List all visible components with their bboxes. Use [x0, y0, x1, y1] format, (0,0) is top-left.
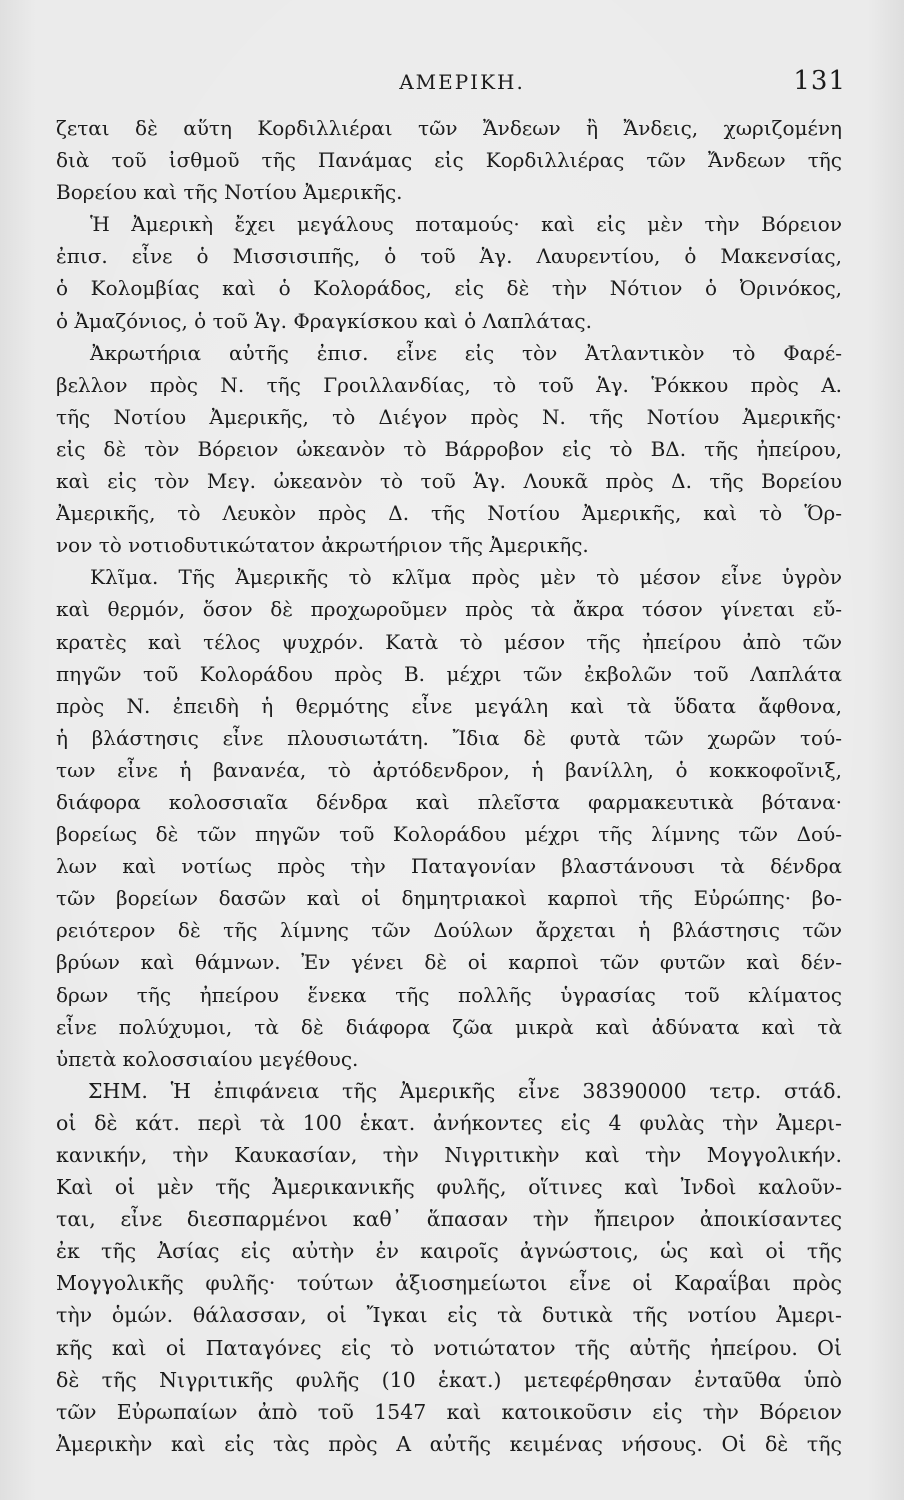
text-line: Ἀμερικῆς, τὸ Λευκὸν πρὸς Δ. τῆς Νοτίου Ἀμερικῆς, καὶ τὸ Ὅρ-: [56, 501, 842, 526]
text-line: κρατὲς καὶ τέλος ψυχρόν. Κατὰ τὸ μέσον τῆς ἠπείρου ἀπὸ τῶν: [56, 629, 842, 654]
note-line: ἐκ τῆς Ἀσίας εἰς αὐτὴν ἐν καιροῖς ἀγνώστοις, ὡς καὶ οἱ τῆς: [56, 1239, 842, 1264]
text-line: καὶ θερμόν, ὅσον δὲ προχωροῦμεν πρὸς τὰ ἄκρα τόσον γίνεται εὔ-: [56, 597, 842, 622]
text-line: ἡ βλάστησις εἶνε πλουσιωτάτη. Ἴδια δὲ φυτὰ τῶν χωρῶν τού-: [56, 725, 842, 750]
text-line: πηγῶν τοῦ Κολοράδου πρὸς Β. μέχρι τῶν ἐκβολῶν τοῦ Λαπλάτα: [56, 661, 842, 686]
text-line: ὁ Ἀμαζόνιος, ὁ τοῦ Ἁγ. Φραγκίσκου καὶ ὁ Λαπλάτας.: [56, 308, 592, 333]
text-line: Ἡ Ἀμερικὴ ἔχει μεγάλους ποταμούς· καὶ εἰς μὲν τὴν Βόρειον: [90, 212, 842, 237]
note-line: τῶν Εὐρωπαίων ἀπὸ τοῦ 1547 καὶ κατοικοῦσιν εἰς τὴν Βόρειον: [56, 1399, 842, 1424]
text-line: δρων τῆς ἠπείρου ἕνεκα τῆς πολλῆς ὑγρασίας τοῦ κλίματος: [56, 982, 842, 1007]
text-line: εἰς δὲ τὸν Βόρειον ὠκεανὸν τὸ Βάρροβον εἰς τὸ ΒΔ. τῆς ἠπείρου,: [56, 436, 842, 461]
page-header: [52, 64, 872, 104]
note-line: κανικήν, τὴν Καυκασίαν, τὴν Νιγριτικὴν καὶ τὴν Μογγολικήν.: [56, 1143, 842, 1167]
text-line: ὁ Κολομβίας καὶ ὁ Κολοράδος, εἰς δὲ τὴν Νότιον ὁ Ὀρινόκος,: [56, 276, 842, 301]
text-line: ὑπετὰ κολοσσιαίου μεγέθους.: [56, 1046, 359, 1071]
text-line: βρύων καὶ θάμνων. Ἐν γένει δὲ οἱ καρποὶ τῶν φυτῶν καὶ δέν-: [56, 950, 842, 975]
note-line: ΣΗΜ. Ἡ ἐπιφάνεια τῆς Ἀμερικῆς εἶνε 38390000 τετρ. στάδ.: [88, 1078, 842, 1103]
note-line: οἱ δὲ κάτ. περὶ τὰ 100 ἑκατ. ἀνήκοντες εἰς 4 φυλὰς τὴν Ἀμερι-: [56, 1110, 842, 1135]
note-line: δὲ τῆς Νιγριτικῆς φυλῆς (10 ἑκατ.) μετεφέρθησαν ἐνταῦθα ὑπὸ: [56, 1367, 842, 1392]
text-line: λων καὶ νοτίως πρὸς τὴν Παταγονίαν βλαστάνουσι τὰ δένδρα: [56, 854, 842, 879]
text-line: Κλῖμα. Τῆς Ἀμερικῆς τὸ κλῖμα πρὸς μὲν τὸ μέσον εἶνε ὑγρὸν: [90, 565, 842, 590]
text-line: διὰ τοῦ ἰσθμοῦ τῆς Πανάμας εἰς Κορδιλλιέρας τῶν Ἄνδεων τῆς: [56, 148, 842, 173]
text-line: ρειότερον δὲ τῆς λίμνης τῶν Δούλων ἄρχεται ἡ βλάστησις τῶν: [56, 918, 842, 943]
note-line: Ἀμερικὴν καὶ εἰς τὰς πρὸς Α αὐτῆς κειμένας νήσους. Οἱ δὲ τῆς: [56, 1431, 842, 1456]
text-line: τῶν βορείων δασῶν καὶ οἱ δημητριακοὶ καρποὶ τῆς Εὐρώπης· βο-: [56, 886, 842, 911]
text-line: των εἶνε ἡ βανανέα, τὸ ἀρτόδενδρον, ἡ βανίλλη, ὁ κοκκοφοῖνιξ,: [56, 757, 842, 782]
note-line: κῆς καὶ οἱ Παταγόνες εἰς τὸ νοτιώτατον τῆς αὐτῆς ἠπείρου. Οἱ: [56, 1335, 842, 1360]
page-body: [56, 112, 842, 1460]
note-line: Μογγολικῆς φυλῆς· τούτων ἀξιοσημείωτοι εἶνε οἱ Καραΐβαι πρὸς: [56, 1271, 842, 1296]
text-line: βορείως δὲ τῶν πηγῶν τοῦ Κολοράδου μέχρι τῆς λίμνης τῶν Δού-: [56, 822, 842, 847]
text-line: πρὸς Ν. ἐπειδὴ ἡ θερμότης εἶνε μεγάλη καὶ τὰ ὕδατα ἄφθονα,: [56, 693, 842, 718]
text-line: εἶνε πολύχυμοι, τὰ δὲ διάφορα ζῶα μικρὰ καὶ ἀδύνατα καὶ τὰ: [56, 1014, 842, 1039]
note-line: τὴν ὁμών. θάλασσαν, οἱ Ἴγκαι εἰς τὰ δυτικὰ τῆς νοτίου Ἀμερι-: [56, 1303, 842, 1328]
page-number: 131: [793, 66, 846, 96]
text-line: τῆς Νοτίου Ἀμερικῆς, τὸ Διέγον πρὸς Ν. τῆς Νοτίου Ἀμερικῆς·: [56, 404, 842, 429]
text-line: διάφορα κολοσσιαῖα δένδρα καὶ πλεῖστα φαρμακευτικὰ βότανα·: [56, 789, 842, 814]
running-title: ΑΜΕΡΙΚΗ.: [399, 70, 525, 94]
text-line: βελλον πρὸς Ν. τῆς Γροιλλανδίας, τὸ τοῦ Ἁγ. Ῥόκκου πρὸς Α.: [56, 372, 842, 397]
text-line: ἐπισ. εἶνε ὁ Μισσισιπῆς, ὁ τοῦ Ἁγ. Λαυρεντίου, ὁ Μακενσίας,: [56, 244, 842, 269]
text-line: ζεται δὲ αὕτη Κορδιλλιέραι τῶν Ἄνδεων ἢ Ἄνδεις, χωριζομένη: [56, 116, 842, 140]
text-line: Βορείου καὶ τῆς Νοτίου Ἀμερικῆς.: [56, 180, 403, 205]
text-line: νον τὸ νοτιοδυτικώτατον ἀκρωτήριον τῆς Ἀμερικῆς.: [56, 533, 589, 558]
text-line: καὶ εἰς τὸν Μεγ. ὠκεανὸν τὸ τοῦ Ἁγ. Λουκᾶ πρὸς Δ. τῆς Βορείου: [56, 469, 842, 494]
note-line: Καὶ οἱ μὲν τῆς Ἀμερικανικῆς φυλῆς, οἵτινες καὶ Ἰνδοὶ καλοῦν-: [56, 1175, 842, 1200]
text-line: Ἀκρωτήρια αὐτῆς ἐπισ. εἶνε εἰς τὸν Ἀτλαντικὸν τὸ Φαρέ-: [90, 340, 842, 365]
note-line: ται, εἶνε διεσπαρμένοι καθ᾽ ἅπασαν τὴν ἤπειρον ἀποικίσαντες: [56, 1207, 842, 1232]
